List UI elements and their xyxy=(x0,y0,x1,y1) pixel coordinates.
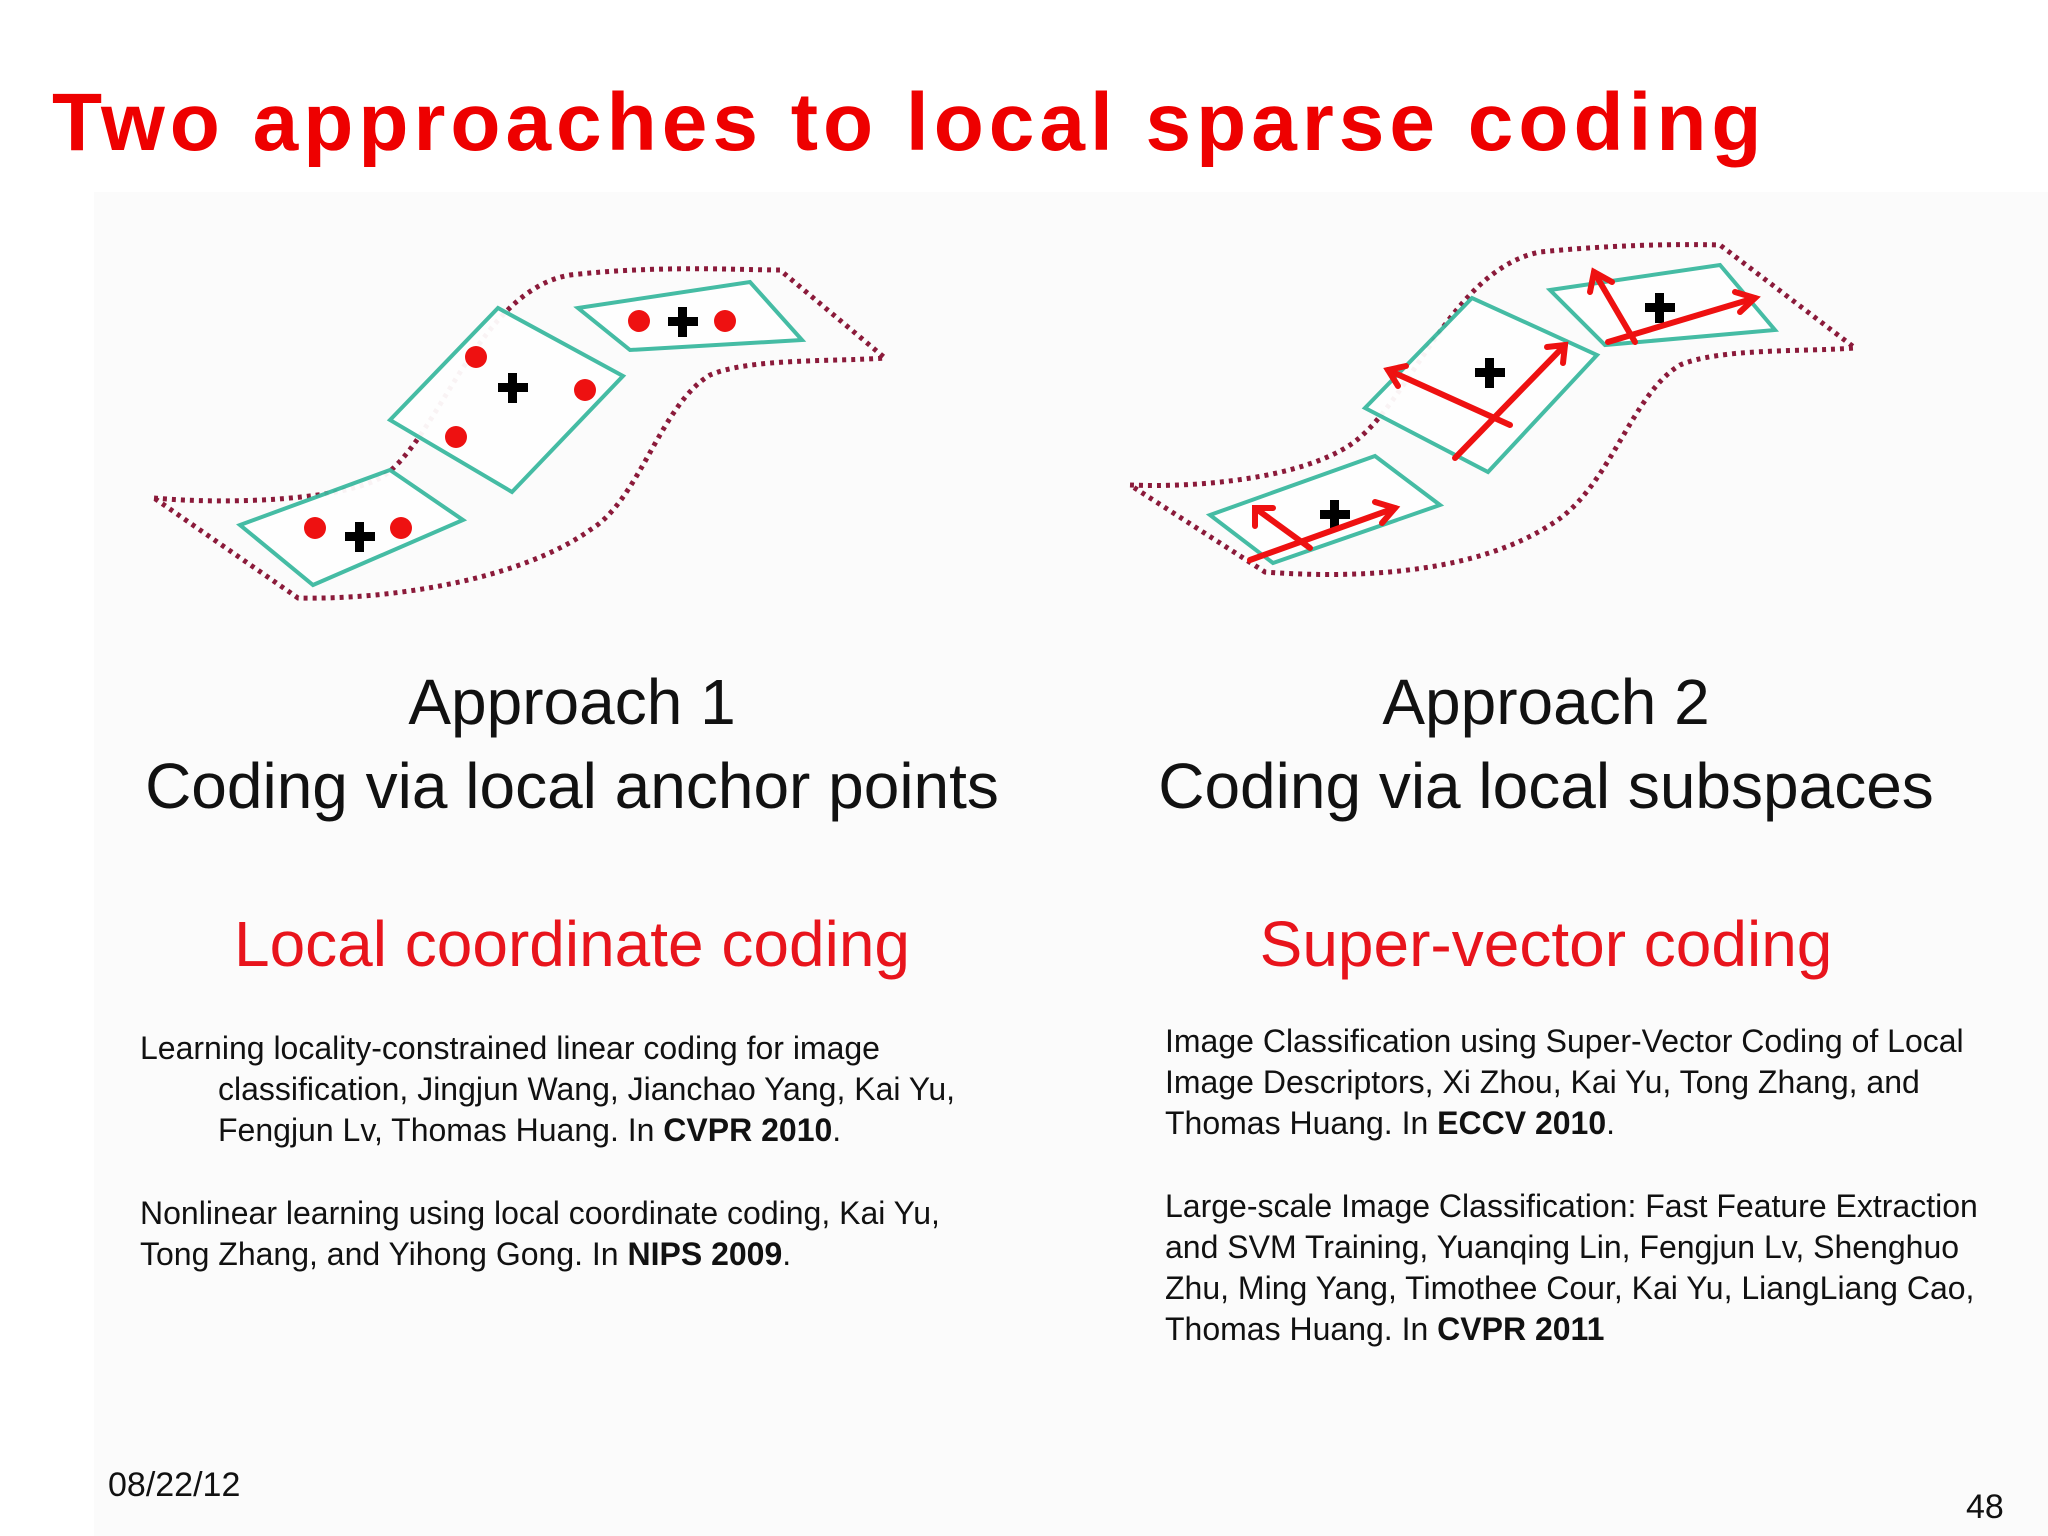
reference-item: Learning locality-constrained linear coding for image classification, Jingjun Wang, Jianchao Yang, Kai Yu, Fengjun Lv, Thomas Huang. In CVPR 2010. xyxy=(140,1030,956,1148)
venue: CVPR 2011 xyxy=(1437,1311,1605,1347)
right-method-title: Super-vector coding xyxy=(1259,908,1833,980)
approach-1-caption: Coding via local anchor points xyxy=(145,750,999,822)
approach-1-label: Approach 1 xyxy=(408,666,736,738)
reference-item: Large-scale Image Classification: Fast Feature Extraction and SVM Training, Yuanqing Lin, Fengjun Lv, Shenghuo Zhu, Ming Yang, Timothee Cour, Kai Yu, LiangLiang Cao, Thomas Huang. In CVPR 2011 xyxy=(1165,1188,1978,1347)
slide-title: Two approaches to local sparse coding xyxy=(52,77,1767,168)
approach-2-label: Approach 2 xyxy=(1382,666,1710,738)
slide-number: 48 xyxy=(1966,1488,2004,1526)
anchor-points-diagram xyxy=(140,230,920,610)
tangent-patch xyxy=(1210,456,1440,563)
local-subspaces-diagram xyxy=(1120,230,1900,610)
right-column xyxy=(1076,660,2016,828)
tangent-patch xyxy=(240,470,463,585)
left-column xyxy=(102,660,1042,828)
left-references xyxy=(140,1028,1040,1317)
approach-2-caption: Coding via local subspaces xyxy=(1158,750,1934,822)
venue: CVPR 2010 xyxy=(663,1112,833,1148)
tangent-patch xyxy=(578,282,802,350)
reference-item: Image Classification using Super-Vector Coding of Local Image Descriptors, Xi Zhou, Kai Yu, Tong Zhang, and Thomas Huang. In ECCV 2010. xyxy=(1165,1023,1964,1141)
reference-item: Nonlinear learning using local coordinate coding, Kai Yu, Tong Zhang, and Yihong Gong. In NIPS 2009. xyxy=(140,1195,940,1272)
right-references xyxy=(1165,1021,1995,1392)
venue: NIPS 2009 xyxy=(627,1236,783,1272)
venue: ECCV 2010 xyxy=(1437,1105,1607,1141)
slide-date: 08/22/12 xyxy=(108,1466,241,1504)
left-method-title: Local coordinate coding xyxy=(233,908,911,980)
